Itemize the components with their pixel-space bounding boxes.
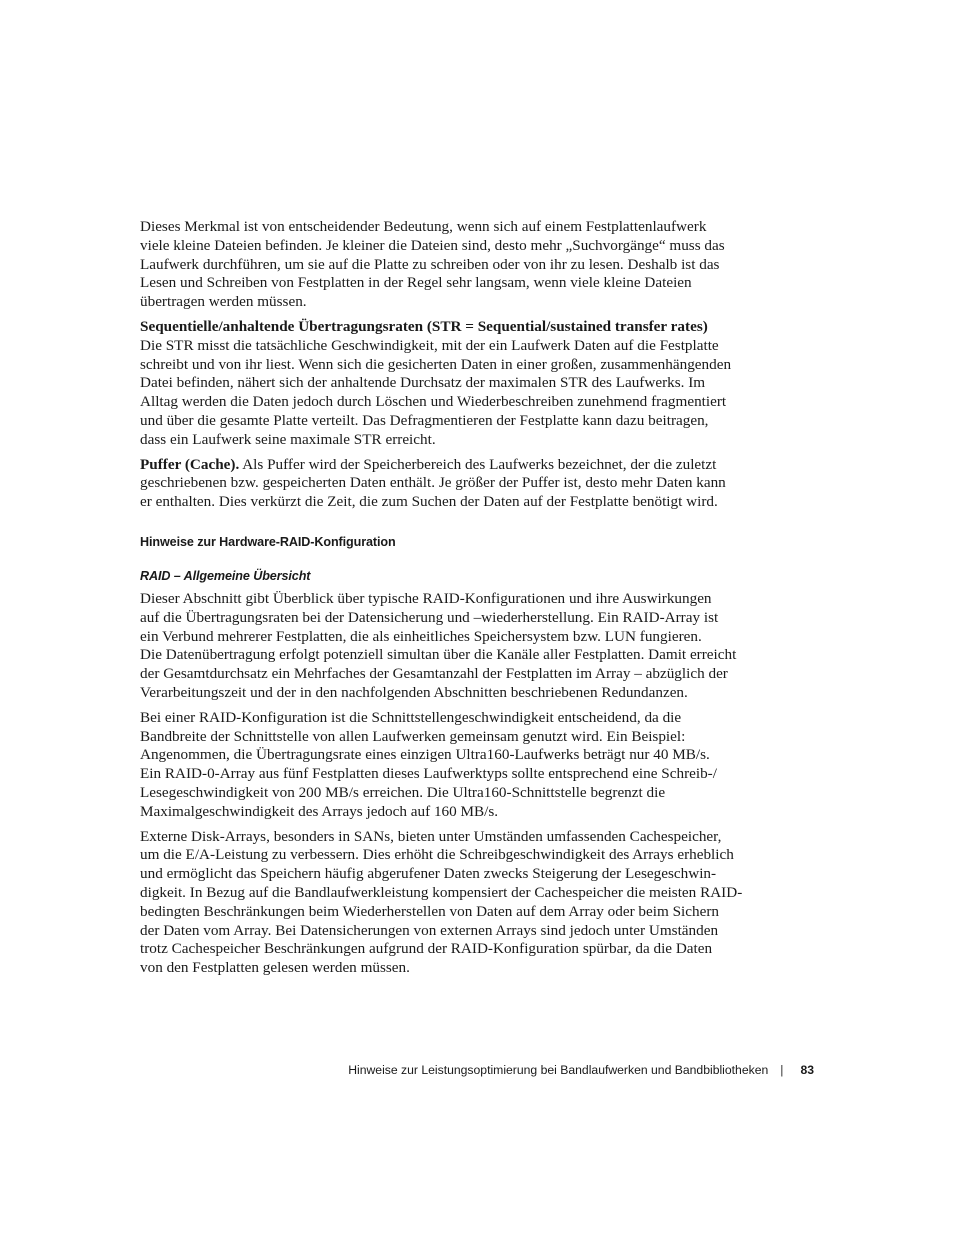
text-line: Dieser Abschnitt gibt Überblick über typische RAID-Konfigurationen und ihre Auswirkungen — [140, 589, 712, 607]
text-line: Laufwerk durchführen, um sie auf die Platte zu schreiben oder von ihr zu lesen. Deshalb ist das — [140, 255, 720, 273]
cache-text: Als Puffer wird der Speicherbereich des Laufwerks bezeichnet, der die zuletzt — [239, 455, 717, 473]
text-line: Bandbreite der Schnittstelle von allen Laufwerken gemeinsam genutzt wird. Ein Beispiel: — [140, 727, 686, 745]
page-body — [140, 218, 760, 984]
raid-paragraph — [140, 828, 760, 978]
raid-paragraph — [140, 590, 760, 703]
text-line: Externe Disk-Arrays, besonders in SANs, bieten unter Umständen umfassenden Cachespeicher, — [140, 827, 722, 845]
text-line: Verarbeitungszeit und der in den nachfolgenden Abschnitten beschriebenen Redundanzen. — [140, 683, 688, 701]
text-line: um die E/A-Leistung zu verbessern. Dies erhöht die Schreibgeschwindigkeit des Arrays erheblich — [140, 846, 734, 864]
section-heading: Hinweise zur Hardware-RAID-Konfiguration — [140, 534, 396, 549]
text-line: der Gesamtdurchsatz ein Mehrfaches der Gesamtanzahl der Festplatten im Array – abzüglich der — [140, 665, 728, 683]
str-paragraph — [140, 318, 760, 450]
text-line: der Daten vom Array. Bei Datensicherungen von externen Arrays sind jedoch unter Umständen — [140, 921, 719, 939]
text-line: Lesen und Schreiben von Festplatten in der Regel sehr langsam, wenn viele kleine Dateien — [140, 274, 692, 292]
text-line: auf die Übertragungsraten bei der Datensicherung und –wiederherstellung. Ein RAID-Array ist — [140, 608, 719, 626]
page-footer — [348, 1062, 814, 1078]
text-line: Dieses Merkmal ist von entscheidender Bedeutung, wenn sich auf einem Festplattenlaufwerk — [140, 218, 707, 235]
cache-paragraph — [140, 456, 760, 512]
text-line: Bei einer RAID-Konfiguration ist die Schnittstellengeschwindigkeit entscheidend, da die — [140, 708, 682, 726]
text-line — [140, 456, 760, 475]
text-line: dass ein Laufwerk seine maximale STR erreicht. — [140, 430, 436, 448]
text-line: digkeit. In Bezug auf die Bandlaufwerkleistung kompensiert der Cachespeicher die meisten RAID- — [140, 883, 743, 901]
page-number: 83 — [800, 1063, 814, 1077]
text-line: von den Festplatten gelesen werden müssen. — [140, 959, 410, 977]
text-line: trotz Cachespeicher Beschränkungen aufgrund der RAID-Konfiguration spürbar, da die Daten — [140, 940, 713, 958]
subsection-heading: RAID – Allgemeine Übersicht — [140, 568, 311, 583]
footer-title: Hinweise zur Leistungsoptimierung bei Bandlaufwerken und Bandbibliotheken — [348, 1063, 769, 1077]
text-line: Datei befinden, nähert sich der anhaltende Durchsatz der maximalen STR des Laufwerks. Im — [140, 374, 706, 392]
raid-paragraph — [140, 709, 760, 822]
text-line: Ein RAID-0-Array aus fünf Festplatten dieses Laufwerktyps sollte entsprechend eine Schreib-/ — [140, 765, 717, 783]
text-line: viele kleine Dateien befinden. Je kleiner die Dateien sind, desto mehr „Suchvorgänge“ muss das — [140, 236, 725, 254]
text-line: und ermöglicht das Speichern häufig abgerufener Daten zwecks Steigerung der Lesegeschwin- — [140, 865, 717, 883]
text-line: Die Datenübertragung erfolgt potenziell simultan über die Kanäle aller Festplatten. Damit erreicht — [140, 646, 737, 664]
text-line: Angenommen, die Übertragungsrate eines einzigen Ultra160-Laufwerks beträgt nur 40 MB/s. — [140, 746, 710, 764]
text-line: Die STR misst die tatsächliche Geschwindigkeit, mit der ein Laufwerk Daten auf die Festplatte — [140, 336, 719, 354]
cache-heading: Puffer (Cache). — [140, 455, 240, 473]
footer-separator: | — [780, 1063, 784, 1077]
text-line: geschriebenen bzw. gespeicherten Daten enthält. Je größer der Puffer ist, desto mehr Daten kann — [140, 474, 726, 492]
str-heading: Sequentielle/anhaltende Übertragungsraten (STR = Sequential/sustained transfer rates) — [140, 317, 708, 335]
text-line: schreibt und von ihr liest. Wenn sich die gesicherten Daten in einer großen, zusammenhängenden — [140, 355, 732, 373]
text-line: Lesegeschwindigkeit von 200 MB/s erreichen. Die Ultra160-Schnittstelle begrenzt die — [140, 783, 666, 801]
text-line: er enthalten. Dies verkürzt die Zeit, die zum Suchen der Daten auf der Festplatte benötigt wird. — [140, 493, 718, 511]
text-line: Maximalgeschwindigkeit des Arrays jedoch auf 160 MB/s. — [140, 802, 499, 820]
intro-paragraph — [140, 218, 760, 312]
text-line: bedingten Beschränkungen beim Wiederherstellen von Daten auf dem Array oder beim Sichern — [140, 902, 719, 920]
text-line: und über die gesamte Platte verteilt. Das Defragmentieren der Festplatte kann dazu beitragen, — [140, 411, 709, 429]
text-line: Alltag werden die Daten jedoch durch Löschen und Wiederbeschreiben zunehmend fragmentiert — [140, 393, 727, 411]
text-line: ein Verbund mehrerer Festplatten, die als einheitliches Speichersystem bzw. LUN fungieren. — [140, 627, 702, 645]
text-line: übertragen werden müssen. — [140, 293, 307, 311]
